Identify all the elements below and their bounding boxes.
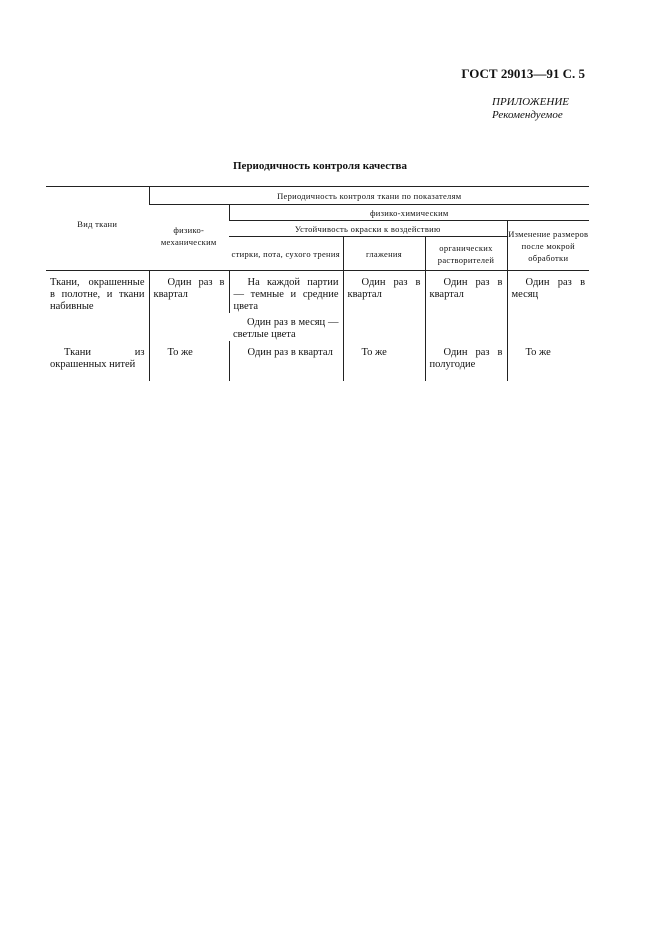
cell-vid: Ткани из окрашенных нитей <box>50 347 145 370</box>
cell-stirki: На каждой партии — темные и средние цвета <box>229 271 343 314</box>
cell-glazh: Один раз в квартал <box>343 271 425 342</box>
cell-fizmeh: Один раз в квартал <box>149 271 229 342</box>
cell-vid: Ткани, окрашенные в полотне, и ткани набивные <box>50 277 145 312</box>
cell-izm: Один раз в месяц <box>507 271 589 342</box>
header-ustoichivost: Устойчивость окраски к воздействию <box>229 221 507 237</box>
cell-glazh: То же <box>343 341 425 381</box>
header-izmenenie: Изменение размеров после мокрой обработки <box>507 221 589 271</box>
header-fiziko-mekh: физико-механическим <box>149 205 229 271</box>
header-glazheniya: глажения <box>343 237 425 271</box>
header-organicheskikh: органических растворителей <box>425 237 507 271</box>
appendix-type: Рекомендуемое <box>492 109 563 121</box>
header-vid-tkani: Вид ткани <box>46 187 149 271</box>
cell-fizmeh: То же <box>149 341 229 381</box>
table-row <box>46 341 589 381</box>
table-row <box>46 271 589 314</box>
header-fiziko-khim: физико-химическим <box>229 205 589 221</box>
cell-stirki-extra: Один раз в месяц — светлые цвета <box>233 317 339 340</box>
cell-org: Один раз в полугодие <box>425 341 507 381</box>
appendix-label: ПРИЛОЖЕНИЕ <box>492 96 569 108</box>
header-stirki: стирки, пота, сухого трения <box>229 237 343 271</box>
quality-control-table <box>46 186 589 381</box>
table-title: Периодичность контроля качества <box>233 160 407 172</box>
cell-izm: То же <box>507 341 589 381</box>
document-reference: ГОСТ 29013—91 С. 5 <box>461 66 585 81</box>
cell-stirki: Один раз в квартал <box>229 341 343 381</box>
header-periodicity: Периодичность контроля ткани по показателям <box>149 187 589 205</box>
appendix-block <box>492 96 569 122</box>
cell-org: Один раз в квартал <box>425 271 507 342</box>
